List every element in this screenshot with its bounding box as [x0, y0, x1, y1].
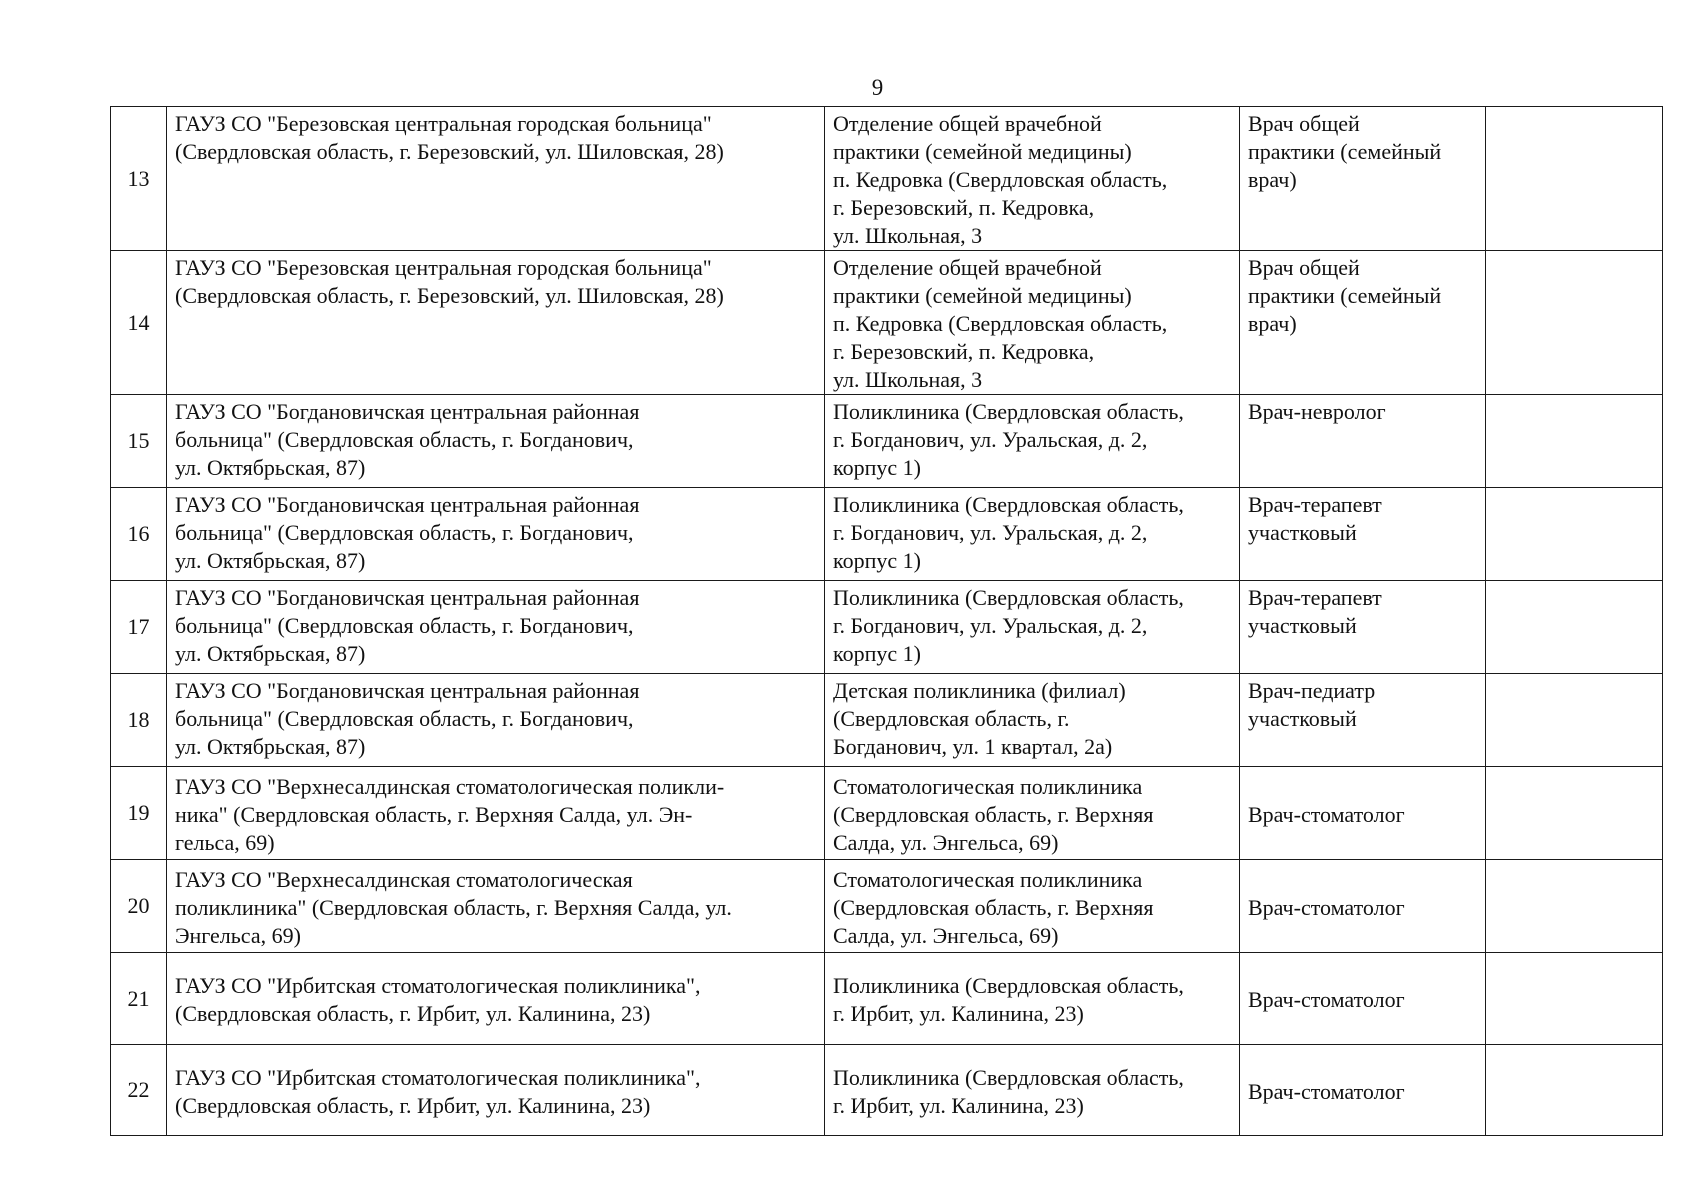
- workplace-cell: [825, 767, 1240, 860]
- position-cell: [1240, 674, 1486, 767]
- position-text: Врач-терапевт участковый: [1248, 585, 1382, 638]
- row-number: 22: [111, 1045, 167, 1136]
- position-cell: [1240, 251, 1486, 395]
- organization-cell: [167, 767, 825, 860]
- position-text: Врач общей практики (семейный врач): [1248, 255, 1442, 336]
- position-cell: [1240, 581, 1486, 674]
- organization-cell: [167, 488, 825, 581]
- position-text: Врач-стоматолог: [1248, 987, 1405, 1012]
- workplace-cell: [825, 581, 1240, 674]
- position-text: Врач-стоматолог: [1248, 801, 1405, 827]
- table-row: [111, 251, 1663, 395]
- workplace-cell: [825, 860, 1240, 953]
- extra-cell: [1486, 251, 1663, 395]
- row-number: 16: [111, 488, 167, 581]
- position-text: Врач-стоматолог: [1248, 1078, 1405, 1104]
- extra-cell: [1486, 395, 1663, 488]
- organization-text: ГАУЗ СО "Богдановичская центральная районная больница" (Свердловская область, г. Богданович, ул. Октябрьская, 87): [175, 678, 640, 759]
- organization-cell: [167, 581, 825, 674]
- row-number: 19: [111, 767, 167, 860]
- table-row: [111, 107, 1663, 251]
- organization-cell: [167, 860, 825, 953]
- workplace-cell: [825, 674, 1240, 767]
- workplace-cell: [825, 1045, 1240, 1136]
- row-number: 14: [111, 251, 167, 395]
- workplace-text: Поликлиника (Свердловская область, г. Богданович, ул. Уральская, д. 2, корпус 1): [833, 492, 1184, 573]
- organization-text: ГАУЗ СО "Богдановичская центральная районная больница" (Свердловская область, г. Богданович, ул. Октябрьская, 87): [175, 585, 640, 666]
- row-number: 21: [111, 953, 167, 1045]
- position-text: Врач-терапевт участковый: [1248, 492, 1382, 545]
- row-number: 18: [111, 674, 167, 767]
- organization-text: ГАУЗ СО "Березовская центральная городская больница" (Свердловская область, г. Березовский, ул. Шиловская, 28): [175, 111, 724, 164]
- workplace-text: Поликлиника (Свердловская область, г. Богданович, ул. Уральская, д. 2, корпус 1): [833, 585, 1184, 666]
- organization-cell: [167, 1045, 825, 1136]
- table-row: [111, 767, 1663, 860]
- organization-text: ГАУЗ СО "Богдановичская центральная районная больница" (Свердловская область, г. Богданович, ул. Октябрьская, 87): [175, 492, 640, 573]
- position-cell: [1240, 953, 1486, 1045]
- position-cell: [1240, 860, 1486, 953]
- organization-text: ГАУЗ СО "Верхнесалдинская стоматологическая поликлиника" (Свердловская область, г. Верхняя Салда, ул. Энгельса, 69): [175, 866, 732, 948]
- workplace-text: Стоматологическая поликлиника (Свердловская область, г. Верхняя Салда, ул. Энгельса, 69): [833, 866, 1154, 948]
- position-cell: [1240, 488, 1486, 581]
- organization-cell: [167, 107, 825, 251]
- position-cell: [1240, 767, 1486, 860]
- workplace-text: Поликлиника (Свердловская область, г. Ирбит, ул. Калинина, 23): [833, 1064, 1184, 1118]
- position-cell: [1240, 1045, 1486, 1136]
- organization-text: ГАУЗ СО "Березовская центральная городская больница" (Свердловская область, г. Березовский, ул. Шиловская, 28): [175, 255, 724, 308]
- workplace-text: Отделение общей врачебной практики (семейной медицины) п. Кедровка (Свердловская область, г. Березовский, п. Кедровка, ул. Школьная, 3: [833, 111, 1168, 248]
- extra-cell: [1486, 674, 1663, 767]
- workplace-text: Детская поликлиника (филиал) (Свердловская область, г. Богданович, ул. 1 квартал, 2а): [833, 678, 1126, 759]
- row-number: 13: [111, 107, 167, 251]
- organization-text: ГАУЗ СО "Верхнесалдинская стоматологическая поликли- ника" (Свердловская область, г. Верхняя Салда, ул. Эн- гельса, 69): [175, 773, 725, 855]
- workplace-text: Отделение общей врачебной практики (семейной медицины) п. Кедровка (Свердловская область, г. Березовский, п. Кедровка, ул. Школьная, 3: [833, 255, 1168, 392]
- extra-cell: [1486, 581, 1663, 674]
- organization-text: ГАУЗ СО "Ирбитская стоматологическая поликлиника", (Свердловская область, г. Ирбит, ул. Калинина, 23): [175, 973, 701, 1026]
- organization-text: ГАУЗ СО "Богдановичская центральная районная больница" (Свердловская область, г. Богданович, ул. Октябрьская, 87): [175, 399, 640, 480]
- table-row: [111, 860, 1663, 953]
- extra-cell: [1486, 488, 1663, 581]
- table-row: [111, 953, 1663, 1045]
- position-text: Врач-невролог: [1248, 399, 1386, 424]
- position-text: Врач-педиатр участковый: [1248, 678, 1376, 731]
- position-text: Врач общей практики (семейный врач): [1248, 111, 1442, 192]
- workplace-text: Поликлиника (Свердловская область, г. Богданович, ул. Уральская, д. 2, корпус 1): [833, 399, 1184, 480]
- workplace-text: Поликлиника (Свердловская область, г. Ирбит, ул. Калинина, 23): [833, 973, 1184, 1026]
- extra-cell: [1486, 107, 1663, 251]
- table-row: [111, 395, 1663, 488]
- extra-cell: [1486, 953, 1663, 1045]
- row-number: 15: [111, 395, 167, 488]
- organization-text: ГАУЗ СО "Ирбитская стоматологическая поликлиника", (Свердловская область, г. Ирбит, ул. Калинина, 23): [175, 1064, 701, 1118]
- row-number: 20: [111, 860, 167, 953]
- table-row: [111, 674, 1663, 767]
- organization-cell: [167, 674, 825, 767]
- vacancy-table: [110, 106, 1663, 1136]
- workplace-cell: [825, 488, 1240, 581]
- workplace-cell: [825, 395, 1240, 488]
- extra-cell: [1486, 1045, 1663, 1136]
- workplace-cell: [825, 953, 1240, 1045]
- page-number: 9: [871, 75, 884, 100]
- workplace-cell: [825, 251, 1240, 395]
- table-row: [111, 1045, 1663, 1136]
- table-row: [111, 488, 1663, 581]
- workplace-text: Стоматологическая поликлиника (Свердловская область, г. Верхняя Салда, ул. Энгельса, 69): [833, 773, 1154, 855]
- extra-cell: [1486, 860, 1663, 953]
- position-cell: [1240, 395, 1486, 488]
- position-text: Врач-стоматолог: [1248, 894, 1405, 920]
- workplace-cell: [825, 107, 1240, 251]
- organization-cell: [167, 395, 825, 488]
- extra-cell: [1486, 767, 1663, 860]
- vacancy-table-body: [111, 107, 1663, 1136]
- position-cell: [1240, 107, 1486, 251]
- organization-cell: [167, 953, 825, 1045]
- organization-cell: [167, 251, 825, 395]
- row-number: 17: [111, 581, 167, 674]
- table-row: [111, 581, 1663, 674]
